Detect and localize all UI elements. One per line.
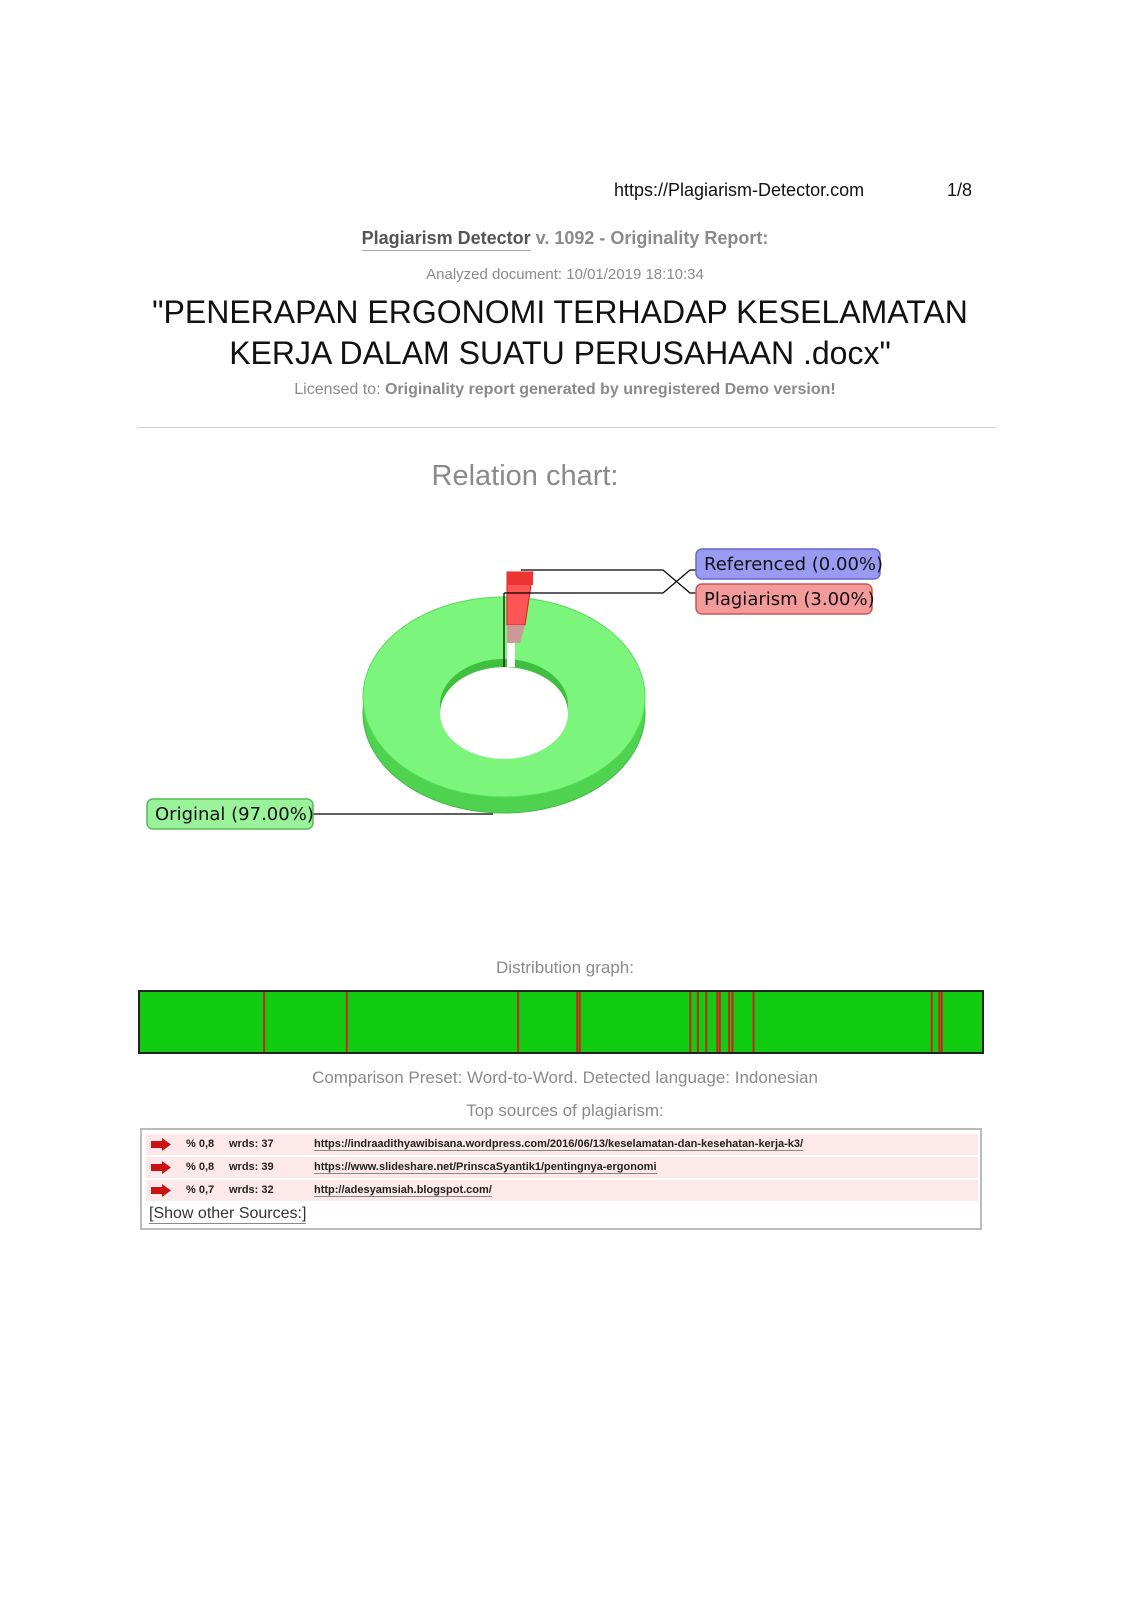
- relation-chart-title: Relation chart:: [431, 460, 619, 492]
- license-value: Originality report generated by unregistered Demo version!: [384, 381, 836, 398]
- plagiarism-marker: [263, 992, 265, 1052]
- label-referenced: [696, 549, 883, 579]
- plagiarism-marker: [579, 992, 581, 1052]
- show-other-sources-link[interactable]: [Show other Sources:]: [149, 1205, 307, 1222]
- label-plagiarism: [696, 584, 875, 614]
- plagiarism-marker: [716, 992, 718, 1052]
- plagiarism-marker: [697, 992, 699, 1052]
- plagiarism-marker: [689, 992, 691, 1052]
- plagiarism-marker: [728, 992, 730, 1052]
- license-info: [0, 381, 1130, 399]
- version-suffix: v. 1092 - Originality Report:: [530, 228, 769, 248]
- brand-name: Plagiarism Detector: [362, 228, 531, 251]
- plagiarism-marker: [732, 992, 734, 1052]
- plagiarism-marker: [931, 992, 933, 1052]
- document-title: [100, 292, 1020, 374]
- red-arrow-icon: [151, 1138, 171, 1151]
- comparison-preset: Comparison Preset: Word-to-Word. Detected language: Indonesian: [312, 1068, 818, 1087]
- source-row: [146, 1134, 978, 1155]
- distribution-title: Distribution graph:: [496, 958, 634, 977]
- source-words: wrds: 39: [229, 1161, 274, 1173]
- relation-chart: [130, 545, 930, 865]
- source-percent: % 0,7: [186, 1184, 215, 1196]
- plagiarism-marker: [346, 992, 348, 1052]
- source-link[interactable]: http://adesyamsiah.blogspot.com/: [314, 1184, 492, 1196]
- red-arrow-icon: [151, 1161, 171, 1174]
- source-percent: % 0,8: [186, 1161, 215, 1173]
- source-percent: % 0,8: [186, 1138, 215, 1150]
- plagiarism-marker: [576, 992, 578, 1052]
- source-row: [146, 1180, 978, 1201]
- source-link[interactable]: https://indraadithyawibisana.wordpress.com/2016/06/13/keselamatan-dan-kesehatan-kerja-k3/: [314, 1138, 804, 1150]
- report-heading: [0, 228, 1130, 249]
- plagiarism-marker: [719, 992, 721, 1052]
- label-original-text: Original (97.00%): [155, 804, 314, 825]
- analyzed-date: Analyzed document: 10/01/2019 18:10:34: [426, 266, 704, 283]
- distribution-graph: [138, 990, 984, 1054]
- plagiarism-marker: [517, 992, 519, 1052]
- plagiarism-marker: [705, 992, 707, 1052]
- distribution-base: [139, 991, 983, 1053]
- sources-box: [140, 1128, 982, 1230]
- top-sources-title: Top sources of plagiarism:: [466, 1101, 664, 1120]
- source-words: wrds: 37: [229, 1138, 274, 1150]
- label-original: [147, 799, 314, 829]
- plagiarism-marker: [938, 992, 940, 1052]
- document-title-line-2: KERJA DALAM SUATU PERUSAHAAN .docx": [229, 335, 891, 371]
- site-url: https://Plagiarism-Detector.com: [614, 180, 865, 200]
- license-label: Licensed to:: [294, 381, 385, 398]
- divider: [137, 427, 996, 428]
- red-arrow-icon: [151, 1184, 171, 1197]
- plagiarism-marker: [941, 992, 943, 1052]
- label-plagiarism-text: Plagiarism (3.00%): [704, 589, 875, 610]
- source-words: wrds: 32: [229, 1184, 274, 1196]
- plagiarism-marker: [753, 992, 755, 1052]
- page-number: 1/8: [947, 180, 973, 200]
- document-title-line-1: "PENERAPAN ERGONOMI TERHADAP KESELAMATAN: [152, 294, 968, 330]
- source-link[interactable]: https://www.slideshare.net/PrinscaSyantik1/pentingnya-ergonomi: [314, 1161, 657, 1173]
- label-referenced-text: Referenced (0.00%): [704, 554, 884, 575]
- source-row: [146, 1157, 978, 1178]
